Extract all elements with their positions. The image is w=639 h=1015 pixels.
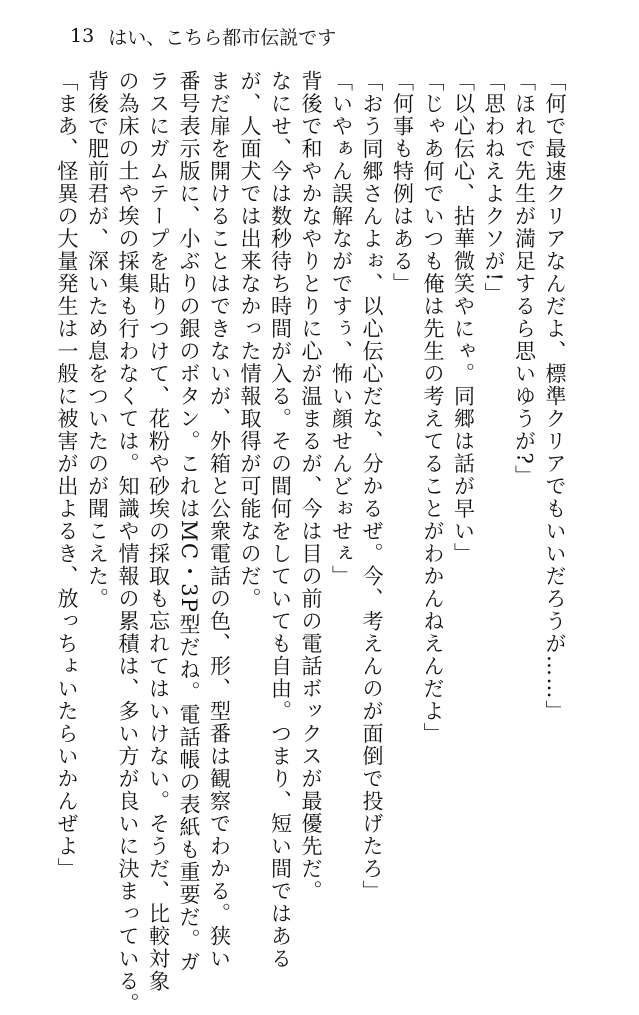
text-line: 「おう同郷さんよぉ、以心伝心だな、分かるぜ。今、考えんのが面倒で投げたろ」 xyxy=(360,70,384,903)
text-line: 「ほれで先生が満足するら思いゆうが?」 xyxy=(512,70,537,488)
page-number: 13 xyxy=(70,25,95,47)
page-header xyxy=(70,22,336,50)
text-line: が、人面犬では出来なかった情報取得が可能なのだ。 xyxy=(238,70,262,610)
text-line: 「以心伝心、拈華微笑やにゃ。同郷は話が早い」 xyxy=(451,70,476,565)
text-line: なにせ、今は数秒待ち時間が入る。その間何をしていても自由。つまり、短い間ではある xyxy=(268,70,293,970)
text-line: ラスにガムテープを貼りつけて、花粉や砂埃の採取も忘れてはいけない。そうだ、比較対象 xyxy=(146,70,171,993)
text-line: 「何で最速クリアなんだよ、標準クリアでもいいだろうが……」 xyxy=(543,70,567,723)
text-line: 「じゃあ何でいつも俺は先生の考えてることがわかんねえんだよ」 xyxy=(421,70,445,745)
text-line: 「いやぁん誤解ながですぅ、怖い顔せんどぉせぇ」 xyxy=(329,70,354,588)
text-line: 背後で和やかなやりとりに心が温まるが、今は目の前の電話ボックスが最優先だ。 xyxy=(299,70,323,903)
text-line: 「まあ、怪異の大量発生は一般に被害が出よるき、放っちょいたらいかんぜよ」 xyxy=(55,70,79,880)
text-line: の為床の土や埃の採集も行わなくては。知識や情報の累積は、多い方が良いに決まっている。 xyxy=(116,70,140,1015)
text-line: 「思わねえよクソが!」 xyxy=(482,70,506,305)
chapter-title: はい、こちら都市伝説です xyxy=(108,26,337,49)
body-text xyxy=(55,70,570,1015)
text-line: 番号表示版に、小ぶりの銀のボタン。これはMC・3P型だね。電話帳の表紙も重要だ。ガ xyxy=(177,70,201,974)
text-line: 背後で肥前君が、深いため息をついたのが聞こえた。 xyxy=(85,70,110,610)
text-line: まだ扉を開けることはできないが、外箱と公衆電話の色、形、型番は観察でわかる。狭い xyxy=(207,70,232,970)
text-line: 「何事も特例はある」 xyxy=(390,70,415,295)
